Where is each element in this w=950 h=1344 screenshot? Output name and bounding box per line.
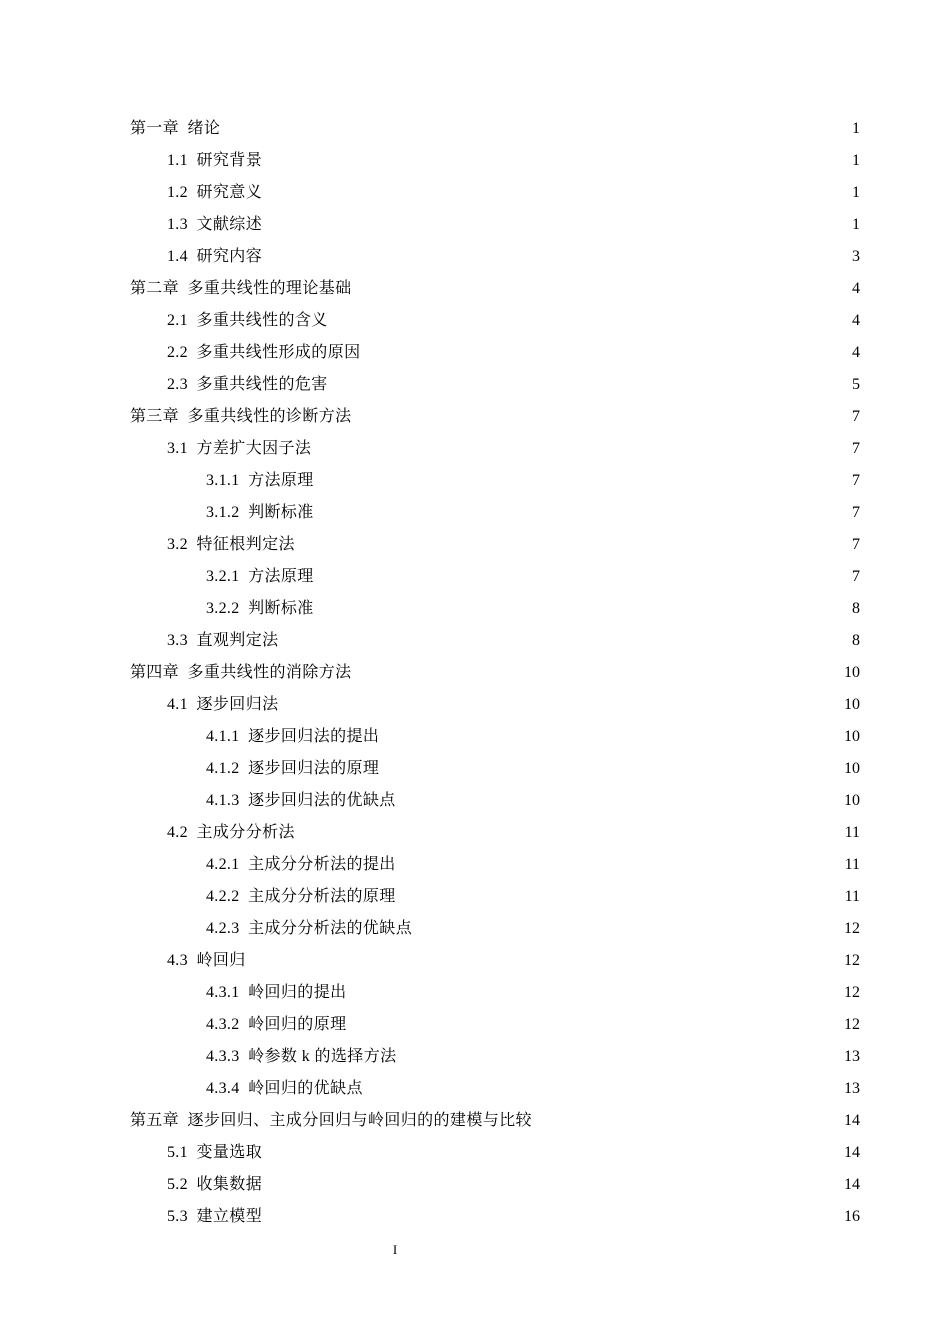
- toc-dot-leader: [263, 193, 851, 194]
- toc-entry-level-2[interactable]: [0, 369, 950, 401]
- toc-entry-title: 多重共线性的诊断方法: [187, 408, 352, 425]
- toc-entry-title: 研究背景: [196, 152, 263, 169]
- toc-entry-level-3[interactable]: [0, 561, 950, 593]
- toc-entry-title: 多重共线性的含义: [196, 312, 328, 329]
- toc-dot-leader: [353, 673, 843, 674]
- toc-entry-number: 3.1.2: [206, 504, 249, 521]
- toc-entry-number: 第四章: [130, 664, 188, 681]
- toc-entry-page: 5: [852, 376, 860, 393]
- toc-dot-leader: [398, 1057, 843, 1058]
- toc-entry-level-2[interactable]: [0, 1201, 950, 1233]
- toc-entry-number: 4.1.2: [206, 760, 249, 777]
- toc-entry-title: 主成分分析法的优缺点: [248, 920, 413, 937]
- toc-entry-number: 3.2.1: [206, 568, 249, 585]
- toc-entry-number: 1.4: [167, 248, 197, 265]
- toc-entry-page: 14: [844, 1112, 860, 1129]
- toc-entry-number: 4.3: [167, 952, 197, 969]
- toc-entry-page: 7: [852, 504, 860, 521]
- toc-dot-leader: [247, 961, 843, 962]
- toc-entry-page: 13: [844, 1048, 860, 1065]
- toc-entry-number: 第二章: [130, 280, 188, 297]
- toc-entry-level-3[interactable]: [0, 1041, 950, 1073]
- toc-dot-leader: [315, 513, 851, 514]
- toc-dot-leader: [364, 1089, 843, 1090]
- toc-entry-title: 多重共线性形成的原因: [196, 344, 361, 361]
- toc-entry-number: 5.1: [167, 1144, 197, 1161]
- toc-entry-page: 4: [852, 280, 860, 297]
- toc-entry-page: 14: [844, 1176, 860, 1193]
- toc-entry-number: 2.3: [167, 376, 197, 393]
- toc-entry-title: 判断标准: [248, 504, 314, 521]
- toc-entry-title: 岭回归的优缺点: [248, 1080, 363, 1097]
- toc-entry-title: 主成分分析法的原理: [248, 888, 396, 905]
- toc-entry-level-1[interactable]: [0, 657, 950, 689]
- toc-entry-page: 8: [852, 632, 860, 649]
- toc-entry-page: 7: [852, 408, 860, 425]
- toc-entry-level-2[interactable]: [0, 145, 950, 177]
- toc-entry-page: 4: [852, 312, 860, 329]
- toc-dot-leader: [312, 449, 851, 450]
- toc-entry-level-2[interactable]: [0, 241, 950, 273]
- toc-entry-title: 直观判定法: [196, 632, 279, 649]
- toc-entry-page: 12: [844, 984, 860, 1001]
- toc-entry-level-2[interactable]: [0, 177, 950, 209]
- toc-entry-level-1[interactable]: [0, 113, 950, 145]
- toc-entry-page: 7: [852, 536, 860, 553]
- toc-entry-level-2[interactable]: [0, 1169, 950, 1201]
- toc-dot-leader: [263, 257, 851, 258]
- toc-entry-page: 12: [844, 920, 860, 937]
- toc-entry-number: 2.2: [167, 344, 197, 361]
- toc-entry-level-2[interactable]: [0, 817, 950, 849]
- toc-dot-leader: [263, 1185, 843, 1186]
- toc-dot-leader: [348, 993, 843, 994]
- toc-entry-page: 10: [844, 696, 860, 713]
- toc-entry-title: 多重共线性的消除方法: [187, 664, 352, 681]
- toc-dot-leader: [533, 1121, 843, 1122]
- toc-entry-number: 4.1.1: [206, 728, 249, 745]
- toc-entry-title: 多重共线性的理论基础: [187, 280, 352, 297]
- toc-entry-number: 4.3.4: [206, 1080, 249, 1097]
- toc-dot-leader: [397, 897, 844, 898]
- toc-entry-number: 4.2.1: [206, 856, 249, 873]
- toc-entry-number: 4.2.2: [206, 888, 249, 905]
- toc-entry-page: 10: [844, 664, 860, 681]
- toc-entry-level-3[interactable]: [0, 721, 950, 753]
- toc-entry-number: 4.1.3: [206, 792, 249, 809]
- toc-entry-number: 第三章: [130, 408, 188, 425]
- toc-entry-level-3[interactable]: [0, 913, 950, 945]
- toc-entry-level-2[interactable]: [0, 1137, 950, 1169]
- toc-entry-level-3[interactable]: [0, 465, 950, 497]
- toc-entry-title: 收集数据: [196, 1176, 263, 1193]
- toc-dot-leader: [263, 161, 851, 162]
- toc-entry-number: 3.2: [167, 536, 197, 553]
- toc-dot-leader: [263, 225, 851, 226]
- toc-entry-level-3[interactable]: [0, 1009, 950, 1041]
- toc-entry-title: 岭回归的原理: [248, 1016, 347, 1033]
- toc-entry-title: 研究内容: [196, 248, 263, 265]
- toc-dot-leader: [263, 1217, 843, 1218]
- toc-entry-title: 主成分分析法的提出: [248, 856, 396, 873]
- toc-entry-number: 1.2: [167, 184, 197, 201]
- toc-entry-page: 4: [852, 344, 860, 361]
- toc-entry-number: 4.3.3: [206, 1048, 249, 1065]
- toc-entry-page: 1: [852, 216, 860, 233]
- toc-entry-level-3[interactable]: [0, 881, 950, 913]
- toc-dot-leader: [315, 577, 851, 578]
- toc-dot-leader: [362, 353, 851, 354]
- toc-entry-page: 12: [844, 1016, 860, 1033]
- toc-dot-leader: [413, 929, 843, 930]
- page-number: I: [392, 1242, 398, 1257]
- toc-entry-level-3[interactable]: [0, 497, 950, 529]
- toc-entry-title: 逐步回归法的优缺点: [248, 792, 396, 809]
- toc-entry-number: 3.3: [167, 632, 197, 649]
- toc-entry-page: 16: [844, 1208, 860, 1225]
- toc-entry-title: 逐步回归法: [196, 696, 279, 713]
- toc-entry-page: 13: [844, 1080, 860, 1097]
- toc-entry-level-1[interactable]: [0, 401, 950, 433]
- toc-entry-title: 多重共线性的危害: [196, 376, 328, 393]
- toc-dot-leader: [280, 641, 851, 642]
- toc-dot-leader: [329, 385, 851, 386]
- toc-entry-title: 逐步回归法的提出: [248, 728, 380, 745]
- toc-entry-number: 4.2: [167, 824, 197, 841]
- toc-entry-page: 7: [852, 440, 860, 457]
- toc-entry-number: 3.1: [167, 440, 197, 457]
- toc-entry-title: 建立模型: [196, 1208, 263, 1225]
- toc-entry-title: 特征根判定法: [196, 536, 295, 553]
- toc-entry-level-2[interactable]: [0, 337, 950, 369]
- toc-dot-leader: [353, 417, 851, 418]
- toc-entry-page: 1: [852, 184, 860, 201]
- toc-entry-number: 4.1: [167, 696, 197, 713]
- toc-dot-leader: [315, 609, 851, 610]
- toc-entry-number: 5.2: [167, 1176, 197, 1193]
- toc-entry-level-1[interactable]: [0, 1105, 950, 1137]
- toc-entry-level-2[interactable]: [0, 209, 950, 241]
- toc-entry-level-3[interactable]: [0, 1073, 950, 1105]
- toc-entry-level-2[interactable]: [0, 689, 950, 721]
- page-footer: [0, 1242, 950, 1258]
- toc-entry-level-1[interactable]: [0, 273, 950, 305]
- toc-entry-number: 第一章: [130, 120, 188, 137]
- toc-entry-title: 文献综述: [196, 216, 263, 233]
- toc-dot-leader: [353, 289, 851, 290]
- toc-entry-title: 研究意义: [196, 184, 263, 201]
- toc-entry-level-2[interactable]: [0, 529, 950, 561]
- toc-entry-level-3[interactable]: [0, 753, 950, 785]
- toc-entry-title: 方差扩大因子法: [196, 440, 312, 457]
- toc-dot-leader: [296, 545, 851, 546]
- toc-entry-page: 11: [844, 888, 860, 905]
- toc-entry-title: 岭回归: [196, 952, 246, 969]
- toc-entry-title: 绪论: [187, 120, 221, 137]
- toc-entry-page: 3: [852, 248, 860, 265]
- toc-entry-page: 14: [844, 1144, 860, 1161]
- toc-dot-leader: [380, 737, 843, 738]
- toc-entry-number: 1.3: [167, 216, 197, 233]
- toc-entry-number: 4.2.3: [206, 920, 249, 937]
- toc-entry-number: 3.1.1: [206, 472, 249, 489]
- toc-entry-title: 方法原理: [248, 472, 314, 489]
- toc-entry-page: 8: [852, 600, 860, 617]
- toc-entry-title: 判断标准: [248, 600, 314, 617]
- toc-entry-page: 12: [844, 952, 860, 969]
- toc-entry-title: 变量选取: [196, 1144, 263, 1161]
- toc-entry-page: 10: [844, 728, 860, 745]
- toc-entry-number: 1.1: [167, 152, 197, 169]
- toc-entry-number: 4.3.1: [206, 984, 249, 1001]
- toc-entry-number: 3.2.2: [206, 600, 249, 617]
- toc-dot-leader: [380, 769, 843, 770]
- toc-entry-number: 4.3.2: [206, 1016, 249, 1033]
- toc-dot-leader: [329, 321, 851, 322]
- toc-entry-level-2[interactable]: [0, 305, 950, 337]
- toc-entry-level-2[interactable]: [0, 433, 950, 465]
- toc-entry-page: 7: [852, 472, 860, 489]
- toc-entry-level-3[interactable]: [0, 785, 950, 817]
- toc-dot-leader: [315, 481, 851, 482]
- toc-entry-number: 第五章: [130, 1112, 188, 1129]
- toc-entry-page: 11: [844, 856, 860, 873]
- toc-entry-page: 1: [852, 120, 860, 137]
- toc-entry-number: 2.1: [167, 312, 197, 329]
- toc-entry-title: 岭回归的提出: [248, 984, 347, 1001]
- toc-entry-page: 10: [844, 760, 860, 777]
- toc-entry-page: 10: [844, 792, 860, 809]
- toc-entry-level-2[interactable]: [0, 625, 950, 657]
- toc-dot-leader: [296, 833, 844, 834]
- toc-entry-page: 11: [844, 824, 860, 841]
- toc-dot-leader: [397, 865, 844, 866]
- toc-dot-leader: [397, 801, 843, 802]
- toc-dot-leader: [348, 1025, 843, 1026]
- toc-dot-leader: [221, 129, 851, 130]
- toc-entry-page: 7: [852, 568, 860, 585]
- toc-entry-level-2[interactable]: [0, 945, 950, 977]
- toc-entry-number: 5.3: [167, 1208, 197, 1225]
- toc-entry-title: 岭参数 k 的选择方法: [248, 1048, 397, 1065]
- toc-dot-leader: [280, 705, 843, 706]
- toc-entry-title: 主成分分析法: [196, 824, 295, 841]
- table-of-contents: [0, 113, 950, 1233]
- toc-entry-title: 逐步回归、主成分回归与岭回归的的建模与比较: [187, 1112, 532, 1129]
- toc-entry-title: 方法原理: [248, 568, 314, 585]
- toc-entry-level-3[interactable]: [0, 849, 950, 881]
- toc-entry-page: 1: [852, 152, 860, 169]
- toc-entry-level-3[interactable]: [0, 593, 950, 625]
- toc-dot-leader: [263, 1153, 843, 1154]
- toc-entry-level-3[interactable]: [0, 977, 950, 1009]
- toc-entry-title: 逐步回归法的原理: [248, 760, 380, 777]
